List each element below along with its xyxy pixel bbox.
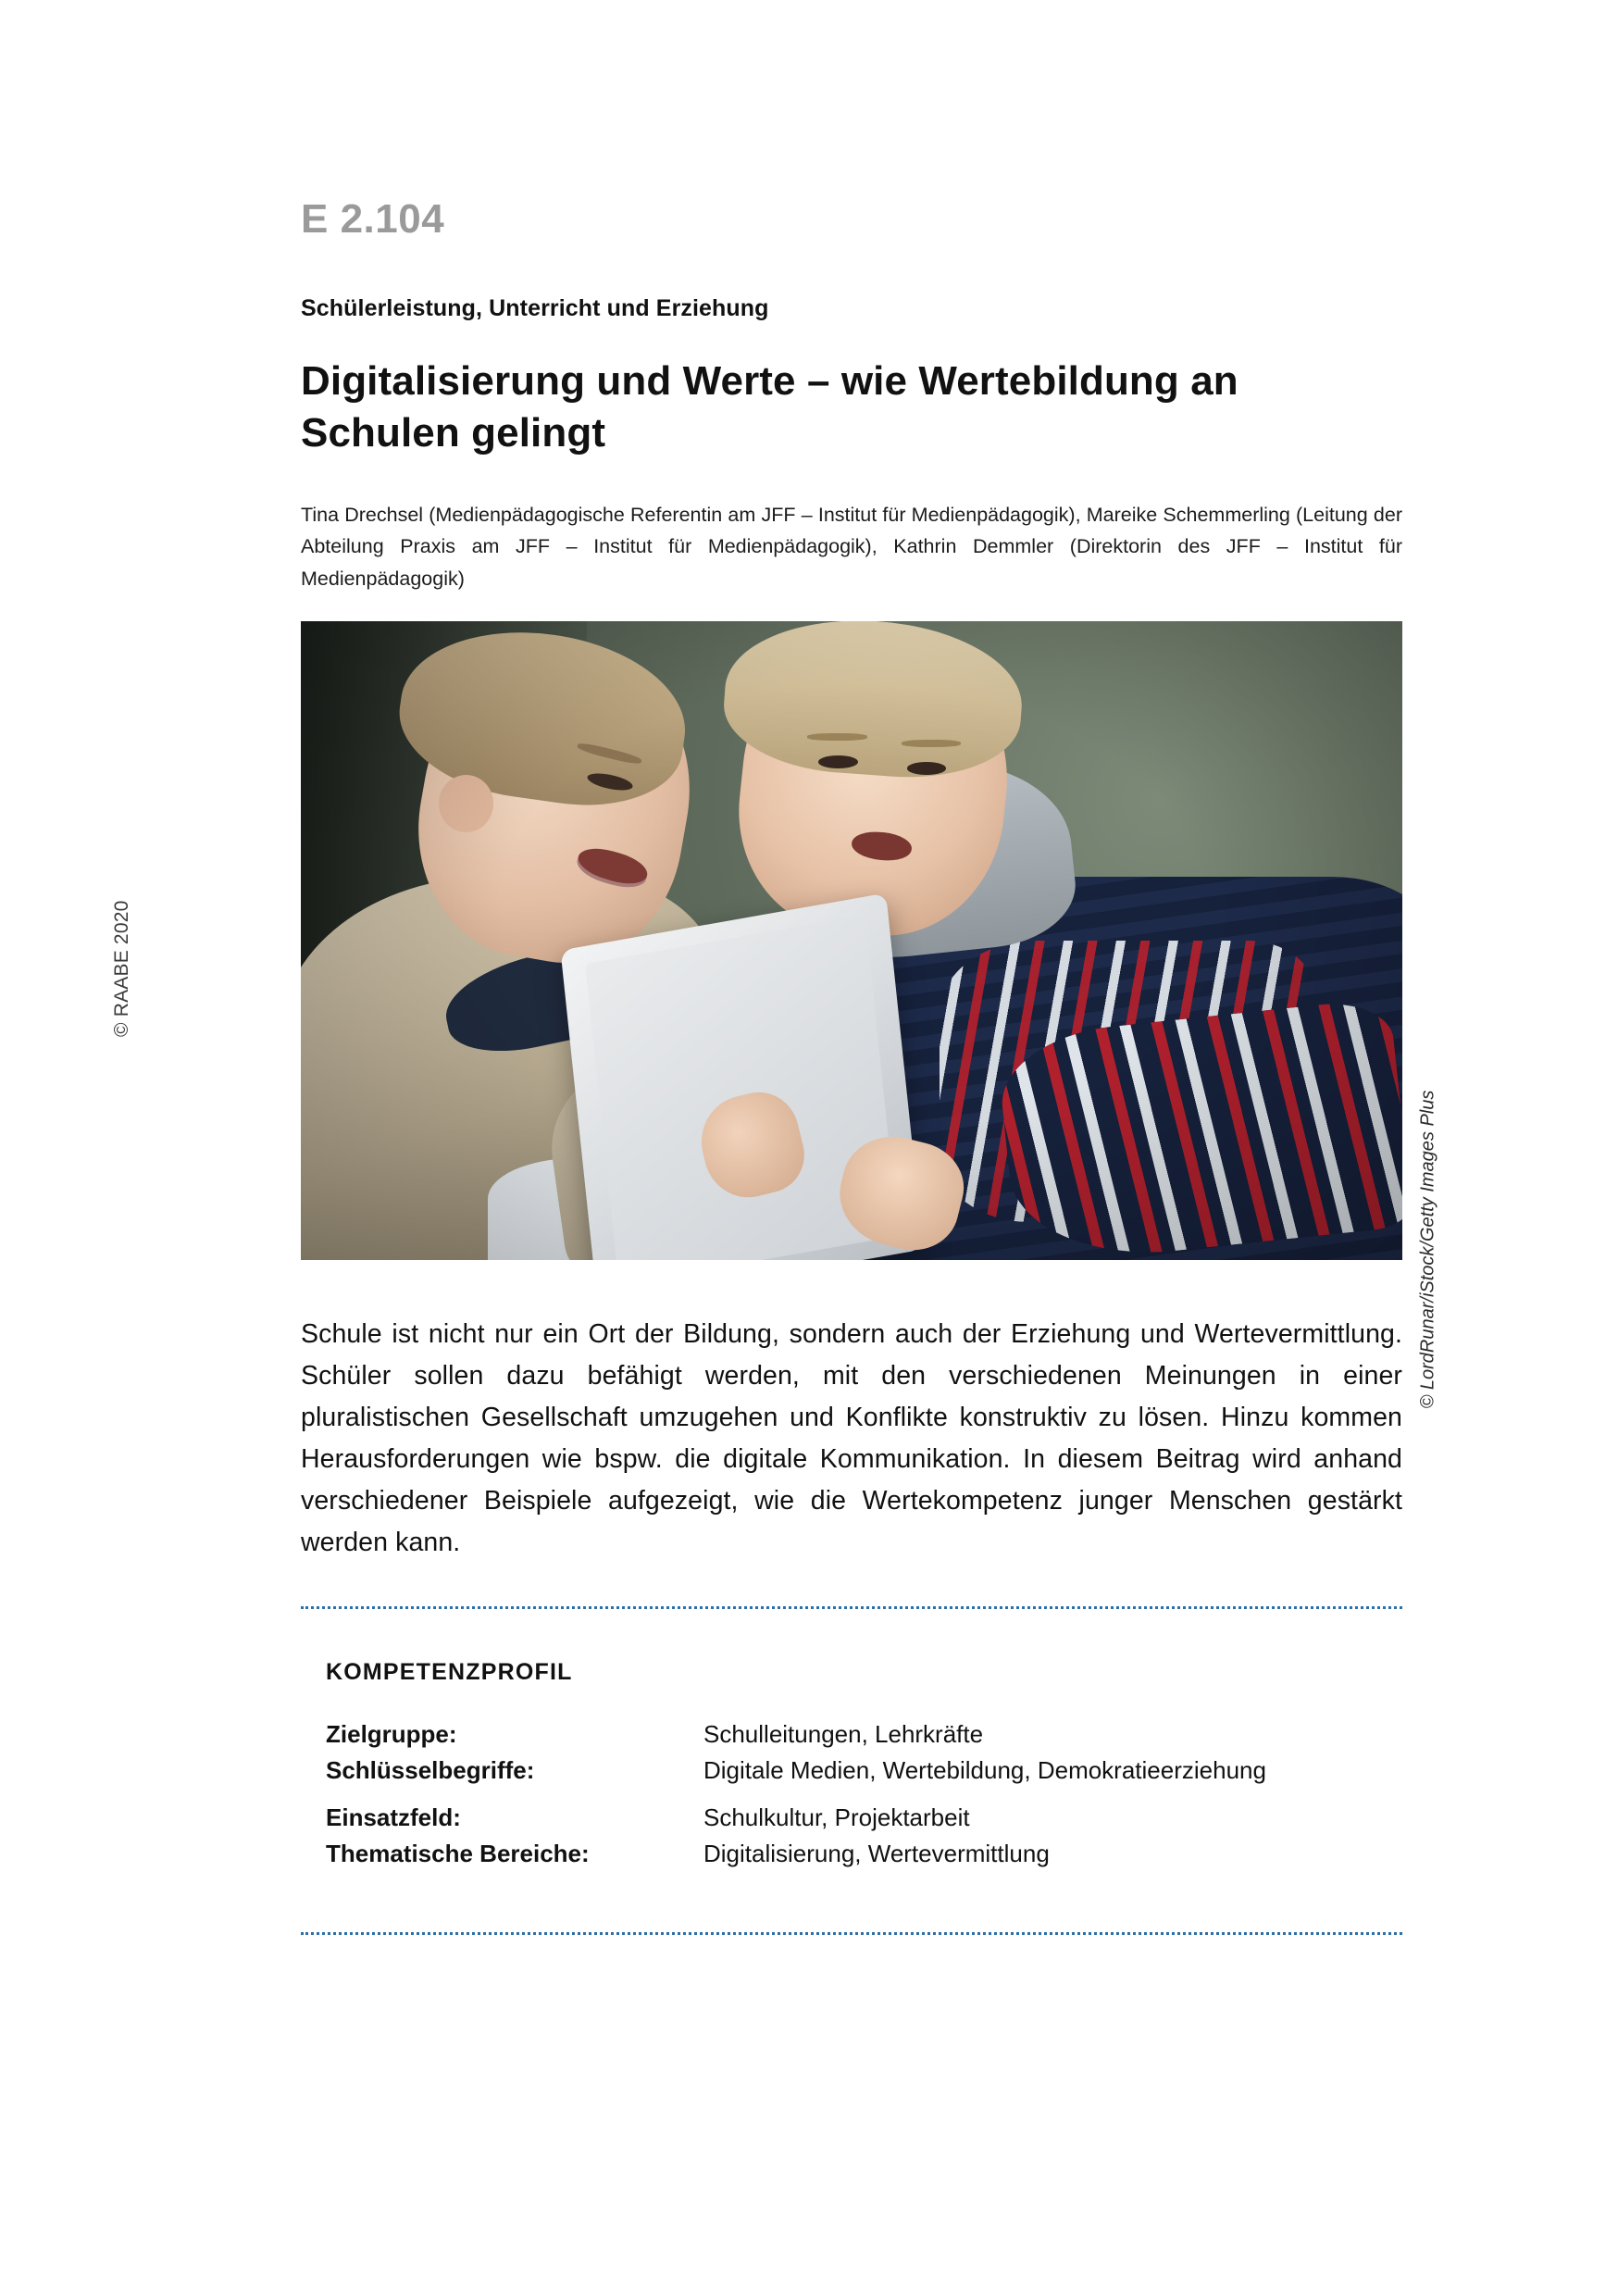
section-kicker: Schülerleistung, Unterricht und Erziehung [301,295,769,321]
left-margin-copyright: © RAABE 2020 [111,900,132,1037]
table-row [326,1801,1344,1837]
hero-figure [301,621,1438,1409]
profile-label: Thematische Bereiche: [326,1839,590,1867]
document-code: E 2.104 [301,196,445,242]
profile-value: Schulkultur, Projektarbeit [703,1803,970,1832]
table-row [326,1717,1344,1753]
profile-value: Schulleitungen, Lehrkräfte [703,1720,984,1749]
lead-paragraph: Schule ist nicht nur ein Ort der Bildung, sondern auch der Erziehung und Wertevermittlung. Schüler sollen dazu befähigt werden, mit den verschiedenen Meinungen in einer pluralistischen Gesellschaft umzugehen und Konflikte konstruktiv zu lösen. Hinzu kommen Herausforderungen wie bspw. die digitale Kommunikation. In diesem Beitrag wird anhand verschiedener Beispiele aufgezeigt, wie die Wertekompetenz junger Menschen gestärkt werden kann. [301,1319,1402,1558]
competence-profile-table [326,1717,1344,1873]
profile-label: Zielgruppe: [326,1720,457,1749]
competence-profile [301,1659,1402,1873]
profile-label: Einsatzfeld: [326,1803,461,1832]
table-row [326,1753,1344,1790]
photo-credit [1410,621,1447,1409]
hero-photo [301,621,1402,1260]
page-title: Digitalisierung und Werte – wie Wertebildung an Schulen gelingt [301,358,1238,456]
profile-label: Schlüsselbegriffe: [326,1756,535,1785]
content-column [301,196,1438,1935]
photo-credit-text: © LordRunar/iStock/Getty Images Plus [1417,1090,1438,1409]
divider-top [301,1606,1402,1609]
competence-profile-heading: KOMPETENZPROFIL [326,1659,573,1686]
profile-value: Digitalisierung, Wertevermittlung [703,1839,1050,1867]
table-row-spacer [326,1790,1344,1801]
divider-bottom [301,1932,1402,1935]
author-line: Tina Drechsel (Medienpädagogische Referentin am JFF – Institut für Medienpädagogik), Mareike Schemmerling (Leitung der Abteilung Praxis am JFF – Institut für Medienpädagogik), Kathrin Demmler (Direktorin des JFF – Institut für Medienpädagogik) [301,503,1402,591]
table-row [326,1837,1344,1873]
profile-value: Digitale Medien, Wertebildung, Demokratieerziehung [703,1756,1266,1785]
